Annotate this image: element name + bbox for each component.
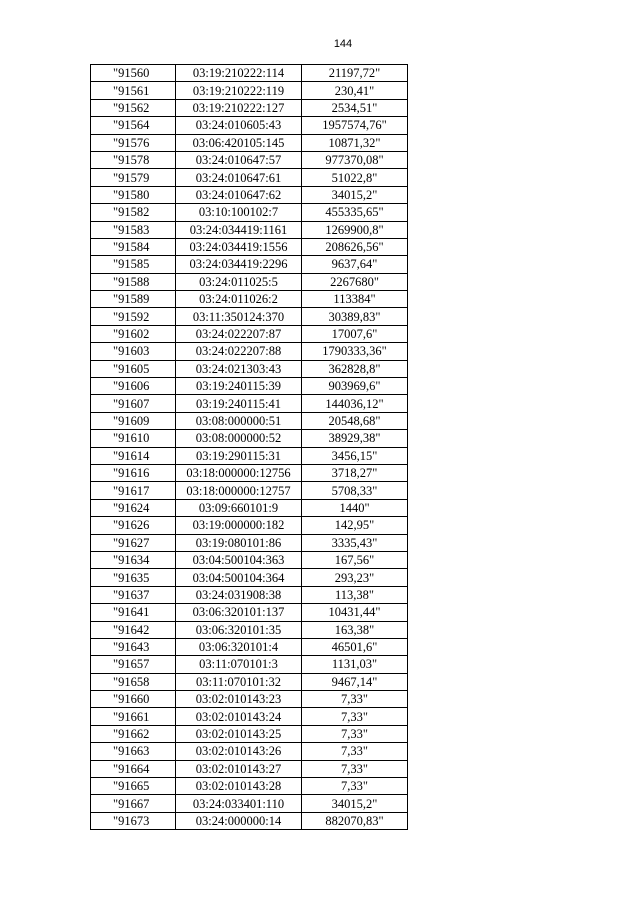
value-cell: 20548,68"	[302, 412, 408, 429]
value-cell: 9637,64"	[302, 256, 408, 273]
value-cell: 10871,32"	[302, 134, 408, 151]
cadastral-number-cell: 03:02:010143:28	[176, 778, 302, 795]
row-id-cell: "91576	[91, 134, 176, 151]
table-row	[91, 256, 408, 273]
value-cell: 293,23"	[302, 569, 408, 586]
table-row	[91, 778, 408, 795]
table-row	[91, 638, 408, 655]
cadastral-number-cell: 03:04:500104:363	[176, 551, 302, 568]
table-row	[91, 604, 408, 621]
cadastral-number-cell: 03:08:000000:52	[176, 430, 302, 447]
value-cell: 7,33"	[302, 743, 408, 760]
row-id-cell: "91589	[91, 291, 176, 308]
row-id-cell: "91643	[91, 638, 176, 655]
value-cell: 167,56"	[302, 551, 408, 568]
row-id-cell: "91578	[91, 151, 176, 168]
row-id-cell: "91564	[91, 117, 176, 134]
table-row	[91, 291, 408, 308]
cadastral-number-cell: 03:06:320101:35	[176, 621, 302, 638]
cadastral-number-cell: 03:02:010143:26	[176, 743, 302, 760]
cadastral-number-cell: 03:19:240115:41	[176, 395, 302, 412]
row-id-cell: "91667	[91, 795, 176, 812]
table-row	[91, 621, 408, 638]
value-cell: 7,33"	[302, 691, 408, 708]
cadastral-number-cell: 03:24:010605:43	[176, 117, 302, 134]
cadastral-number-cell: 03:04:500104:364	[176, 569, 302, 586]
cadastral-number-cell: 03:19:210222:119	[176, 82, 302, 99]
cadastral-number-cell: 03:24:000000:14	[176, 812, 302, 829]
row-id-cell: "91626	[91, 517, 176, 534]
value-cell: 38929,38"	[302, 430, 408, 447]
cadastral-number-cell: 03:19:240115:39	[176, 378, 302, 395]
table-row	[91, 725, 408, 742]
cadastral-number-cell: 03:19:210222:127	[176, 99, 302, 116]
row-id-cell: "91610	[91, 430, 176, 447]
row-id-cell: "91662	[91, 725, 176, 742]
row-id-cell: "91663	[91, 743, 176, 760]
table-row	[91, 551, 408, 568]
table-row	[91, 430, 408, 447]
row-id-cell: "91641	[91, 604, 176, 621]
value-cell: 34015,2"	[302, 186, 408, 203]
value-cell: 17007,6"	[302, 325, 408, 342]
cadastral-number-cell: 03:02:010143:23	[176, 691, 302, 708]
cadastral-number-cell: 03:24:011026:2	[176, 291, 302, 308]
value-cell: 144036,12"	[302, 395, 408, 412]
row-id-cell: "91561	[91, 82, 176, 99]
value-cell: 113,38"	[302, 586, 408, 603]
cadastral-number-cell: 03:18:000000:12756	[176, 464, 302, 481]
value-cell: 977370,08"	[302, 151, 408, 168]
cadastral-number-cell: 03:11:070101:32	[176, 673, 302, 690]
value-cell: 142,95"	[302, 517, 408, 534]
row-id-cell: "91658	[91, 673, 176, 690]
table-row	[91, 134, 408, 151]
table-row	[91, 691, 408, 708]
value-cell: 46501,6"	[302, 638, 408, 655]
cadastral-number-cell: 03:24:031908:38	[176, 586, 302, 603]
cadastral-number-cell: 03:09:660101:9	[176, 499, 302, 516]
cadastral-number-cell: 03:24:034419:1556	[176, 238, 302, 255]
cadastral-number-cell: 03:24:033401:110	[176, 795, 302, 812]
value-cell: 30389,83"	[302, 308, 408, 325]
row-id-cell: "91605	[91, 360, 176, 377]
table-row	[91, 82, 408, 99]
value-cell: 3718,27"	[302, 464, 408, 481]
row-id-cell: "91614	[91, 447, 176, 464]
cadastral-number-cell: 03:19:000000:182	[176, 517, 302, 534]
cadastral-number-cell: 03:24:010647:61	[176, 169, 302, 186]
row-id-cell: "91660	[91, 691, 176, 708]
cadastral-number-cell: 03:24:010647:57	[176, 151, 302, 168]
table-row	[91, 534, 408, 551]
cadastral-number-cell: 03:18:000000:12757	[176, 482, 302, 499]
value-cell: 7,33"	[302, 760, 408, 777]
table-row	[91, 412, 408, 429]
table-row	[91, 586, 408, 603]
cadastral-number-cell: 03:19:080101:86	[176, 534, 302, 551]
row-id-cell: "91579	[91, 169, 176, 186]
cadastral-number-cell: 03:19:210222:114	[176, 65, 302, 82]
cadastral-number-cell: 03:24:010647:62	[176, 186, 302, 203]
value-cell: 9467,14"	[302, 673, 408, 690]
table-row	[91, 221, 408, 238]
table-row	[91, 343, 408, 360]
cadastral-number-cell: 03:02:010143:25	[176, 725, 302, 742]
row-id-cell: "91616	[91, 464, 176, 481]
cadastral-number-cell: 03:11:070101:3	[176, 656, 302, 673]
value-cell: 10431,44"	[302, 604, 408, 621]
value-cell: 1957574,76"	[302, 117, 408, 134]
cadastral-number-cell: 03:11:350124:370	[176, 308, 302, 325]
value-cell: 2534,51"	[302, 99, 408, 116]
row-id-cell: "91583	[91, 221, 176, 238]
table-row	[91, 325, 408, 342]
table-row	[91, 812, 408, 829]
table-row	[91, 238, 408, 255]
cadastral-number-cell: 03:24:034419:2296	[176, 256, 302, 273]
value-cell: 5708,33"	[302, 482, 408, 499]
table-row	[91, 169, 408, 186]
row-id-cell: "91657	[91, 656, 176, 673]
table-row	[91, 569, 408, 586]
value-cell: 1269900,8"	[302, 221, 408, 238]
cadastral-number-cell: 03:06:320101:137	[176, 604, 302, 621]
value-cell: 1131,03"	[302, 656, 408, 673]
row-id-cell: "91617	[91, 482, 176, 499]
row-id-cell: "91582	[91, 204, 176, 221]
row-id-cell: "91592	[91, 308, 176, 325]
value-cell: 1440"	[302, 499, 408, 516]
cadastral-number-cell: 03:02:010143:24	[176, 708, 302, 725]
table-row	[91, 499, 408, 516]
row-id-cell: "91635	[91, 569, 176, 586]
cadastral-number-cell: 03:24:021303:43	[176, 360, 302, 377]
row-id-cell: "91603	[91, 343, 176, 360]
cadastral-number-cell: 03:24:011025:5	[176, 273, 302, 290]
table-row	[91, 517, 408, 534]
table-row	[91, 204, 408, 221]
cadastral-number-cell: 03:06:420105:145	[176, 134, 302, 151]
cadastral-number-cell: 03:24:034419:1161	[176, 221, 302, 238]
table-row	[91, 395, 408, 412]
row-id-cell: "91624	[91, 499, 176, 516]
value-cell: 1790333,36"	[302, 343, 408, 360]
row-id-cell: "91560	[91, 65, 176, 82]
row-id-cell: "91585	[91, 256, 176, 273]
row-id-cell: "91642	[91, 621, 176, 638]
row-id-cell: "91562	[91, 99, 176, 116]
table-row	[91, 656, 408, 673]
value-cell: 34015,2"	[302, 795, 408, 812]
table-row	[91, 447, 408, 464]
table-row	[91, 151, 408, 168]
table-row	[91, 99, 408, 116]
page-number: 144	[333, 38, 353, 50]
cadastral-number-cell: 03:06:320101:4	[176, 638, 302, 655]
value-cell: 208626,56"	[302, 238, 408, 255]
value-cell: 51022,8"	[302, 169, 408, 186]
table-row	[91, 360, 408, 377]
value-cell: 903969,6"	[302, 378, 408, 395]
cadastral-number-cell: 03:19:290115:31	[176, 447, 302, 464]
value-cell: 3456,15"	[302, 447, 408, 464]
row-id-cell: "91607	[91, 395, 176, 412]
table-row	[91, 186, 408, 203]
row-id-cell: "91584	[91, 238, 176, 255]
row-id-cell: "91661	[91, 708, 176, 725]
row-id-cell: "91664	[91, 760, 176, 777]
data-table	[90, 64, 408, 830]
value-cell: 7,33"	[302, 725, 408, 742]
row-id-cell: "91609	[91, 412, 176, 429]
value-cell: 2267680"	[302, 273, 408, 290]
table-row	[91, 743, 408, 760]
table-row	[91, 464, 408, 481]
value-cell: 7,33"	[302, 708, 408, 725]
row-id-cell: "91588	[91, 273, 176, 290]
value-cell: 163,38"	[302, 621, 408, 638]
table-body	[91, 65, 408, 830]
cadastral-number-cell: 03:10:100102:7	[176, 204, 302, 221]
value-cell: 7,33"	[302, 778, 408, 795]
value-cell: 455335,65"	[302, 204, 408, 221]
value-cell: 3335,43"	[302, 534, 408, 551]
row-id-cell: "91637	[91, 586, 176, 603]
value-cell: 882070,83"	[302, 812, 408, 829]
table-row	[91, 308, 408, 325]
cadastral-number-cell: 03:08:000000:51	[176, 412, 302, 429]
table-row	[91, 378, 408, 395]
row-id-cell: "91580	[91, 186, 176, 203]
row-id-cell: "91673	[91, 812, 176, 829]
table-row	[91, 795, 408, 812]
cadastral-number-cell: 03:24:022207:87	[176, 325, 302, 342]
table-row	[91, 273, 408, 290]
table-row	[91, 117, 408, 134]
table-row	[91, 482, 408, 499]
value-cell: 362828,8"	[302, 360, 408, 377]
value-cell: 113384"	[302, 291, 408, 308]
row-id-cell: "91602	[91, 325, 176, 342]
cadastral-number-cell: 03:02:010143:27	[176, 760, 302, 777]
cadastral-number-cell: 03:24:022207:88	[176, 343, 302, 360]
row-id-cell: "91634	[91, 551, 176, 568]
value-cell: 21197,72"	[302, 65, 408, 82]
table-row	[91, 673, 408, 690]
table-row	[91, 708, 408, 725]
row-id-cell: "91627	[91, 534, 176, 551]
value-cell: 230,41"	[302, 82, 408, 99]
row-id-cell: "91606	[91, 378, 176, 395]
row-id-cell: "91665	[91, 778, 176, 795]
table-row	[91, 65, 408, 82]
table-row	[91, 760, 408, 777]
